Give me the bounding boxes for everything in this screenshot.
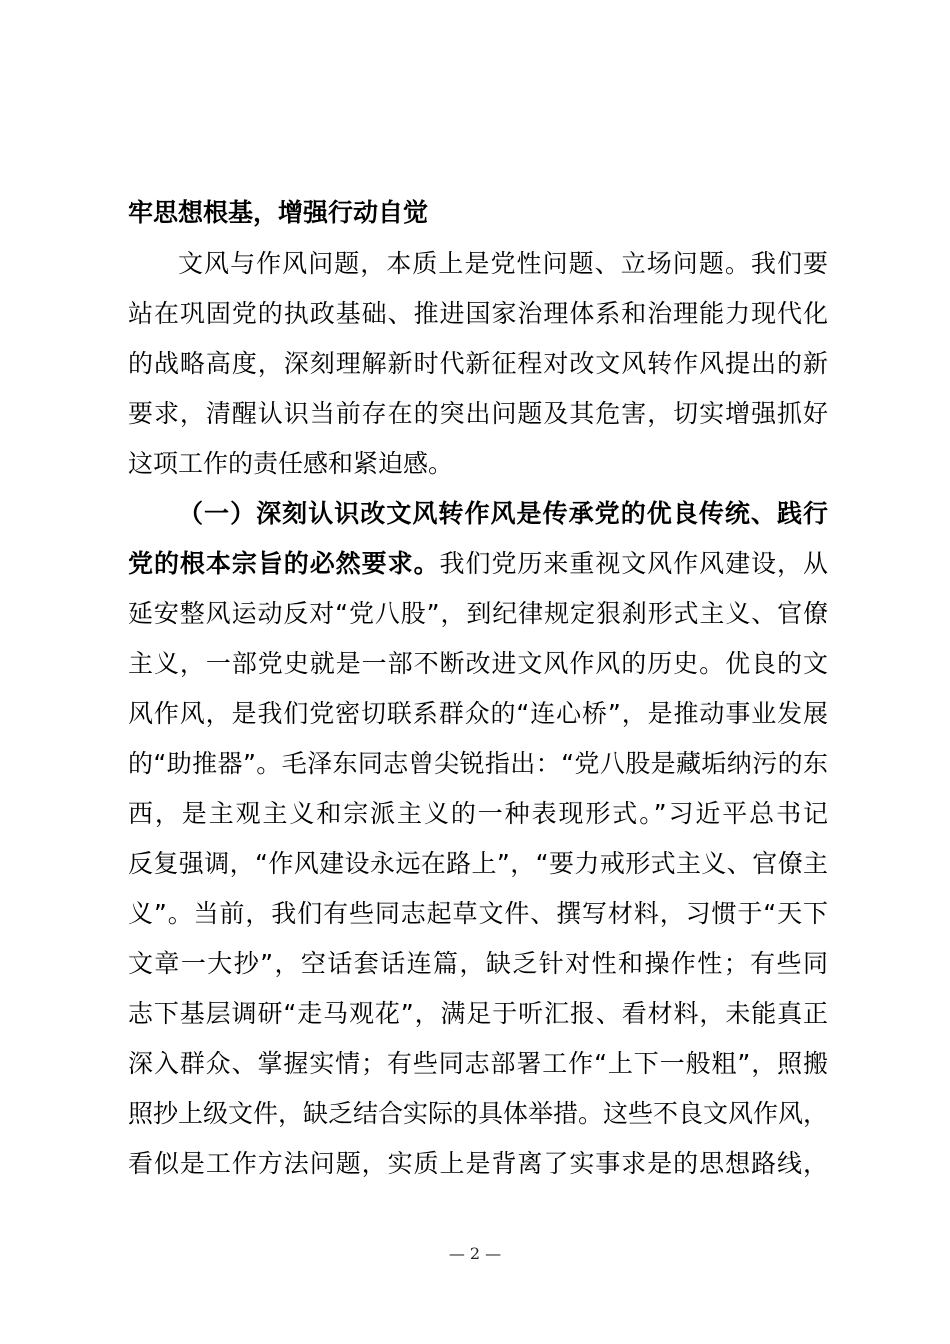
paragraph-line: 西，是主观主义和宗派主义的一种表现形式。”习近平总书记	[128, 799, 828, 828]
paragraph-line: 主义，一部党史就是一部不断改进文风作风的历史。优良的文	[128, 649, 828, 678]
paragraph-line: 风作风，是我们党密切联系群众的“连心桥”，是推动事业发展	[128, 699, 828, 728]
paragraph-line: 的“助推器”。毛泽东同志曾尖锐指出：“党八股是藏垢纳污的东	[128, 749, 828, 778]
paragraph-line: 要求，清醒认识当前存在的突出问题及其危害，切实增强抓好	[128, 399, 828, 428]
paragraph-line: 文章一大抄”，空话套话连篇，缺乏针对性和操作性；有些同	[128, 949, 828, 978]
paragraph-line: 看似是工作方法问题，实质上是背离了实事求是的思想路线，	[128, 1149, 828, 1178]
paragraph-line: 的战略高度，深刻理解新时代新征程对改文风转作风提出的新	[128, 349, 828, 378]
paragraph-line: 志下基层调研“走马观花”，满足于听汇报、看材料，未能真正	[128, 999, 828, 1028]
paragraph-line	[128, 544, 828, 584]
subheading-line: （一）深刻认识改文风转作风是传承党的优良传统、践行	[178, 499, 828, 528]
paragraph-line: 照抄上级文件，缺乏结合实际的具体举措。这些不良文风作风，	[128, 1099, 829, 1128]
page-number: — 2 —	[448, 1244, 502, 1263]
paragraph-line: 延安整风运动反对“党八股”，到纪律规定狠刹形式主义、官僚	[128, 599, 828, 628]
paragraph-line: 深入群众、掌握实情；有些同志部署工作“上下一般粗”，照搬	[128, 1049, 828, 1078]
paragraph-line: 这项工作的责任感和紧迫感。	[128, 449, 454, 478]
subheading-tail: 党的根本宗旨的必然要求。	[128, 549, 440, 578]
paragraph-line: 文风与作风问题，本质上是党性问题、立场问题。我们要	[178, 249, 828, 278]
section-heading: 牢思想根基，增强行动自觉	[128, 198, 429, 227]
paragraph-line: 反复强调，“作风建设永远在路上”，“要力戒形式主义、官僚主	[128, 849, 828, 878]
paragraph-line: 站在巩固党的执政基础、推进国家治理体系和治理能力现代化	[128, 299, 828, 328]
paragraph-line: 义”。当前，我们有些同志起草文件、撰写材料，习惯于“天下	[128, 899, 828, 928]
paragraph-text: 我们党历来重视文风作风建设，从	[439, 549, 828, 578]
